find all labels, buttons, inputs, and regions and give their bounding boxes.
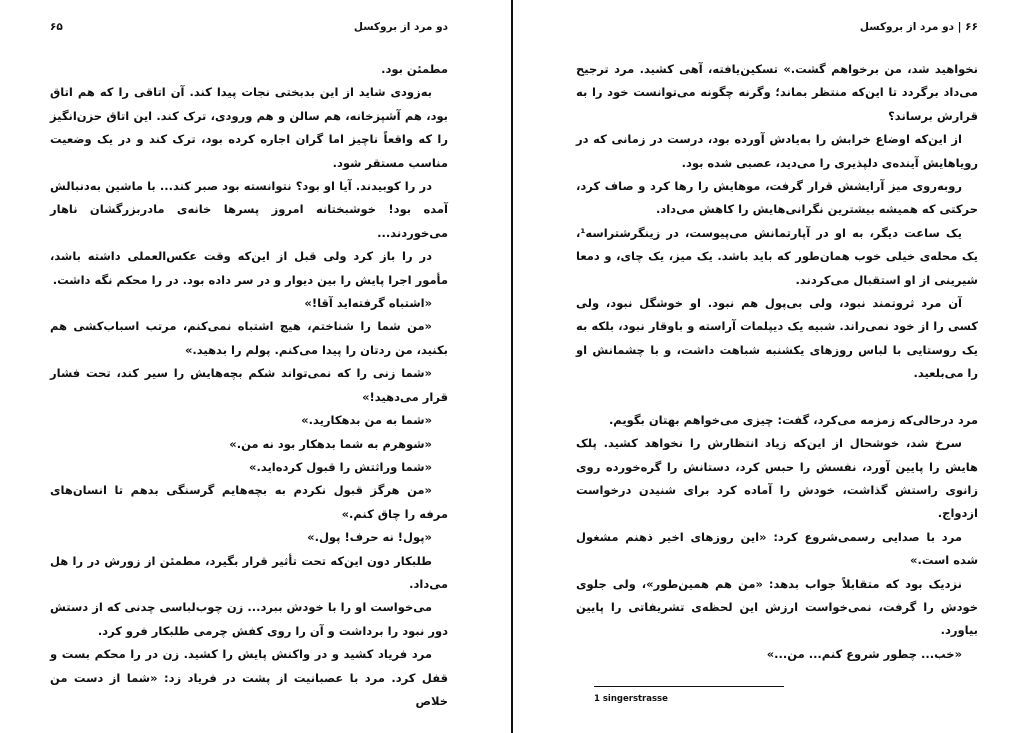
running-head-title: دو مرد از بروکسل bbox=[859, 21, 955, 33]
paragraph: می‌خواست او را با خودش ببرد... زن چوب‌لباسی چدنی که از دستش دور نبود را برداشت و آن را روی کفش چرمی طلبکار فرو کرد. bbox=[50, 600, 448, 638]
paragraph: «پول! نه حرف! پول.» bbox=[307, 530, 432, 545]
body-text-right bbox=[576, 58, 978, 666]
left-page bbox=[0, 0, 510, 733]
page-gutter bbox=[511, 0, 513, 733]
paragraph: «شما وراثتش را قبول کرده‌اید.» bbox=[249, 459, 432, 474]
footnote-rule bbox=[594, 686, 784, 687]
paragraph: «شما زنی را که نمی‌تواند شکم بچه‌هایش را سیر کند، تحت فشار قرار می‌دهید!» bbox=[50, 366, 448, 404]
paragraph: مطمئن بود. bbox=[381, 62, 448, 76]
paragraph: «من شما را شناختم، هیچ اشتباه نمی‌کنم، مرتب اسباب‌کشی هم بکنید، من ردتان را پیدا می‌کنم. پولم را بدهید.» bbox=[50, 319, 448, 357]
body-text-left bbox=[50, 58, 448, 713]
running-head-right bbox=[576, 18, 978, 36]
paragraph: در را باز کرد ولی قبل از این‌که وقت عکس‌العملی داشته باشد، مأمور اجرا پایش را بین دیوار و در سر داده بود. در را محکم نگه داشت. bbox=[50, 249, 448, 287]
paragraph: مرد فریاد کشید و در واکنش پایش را کشید. زن در را محکم بست و قفل کرد. مرد با عصبانیت از پشت در فریاد زد: «شما از دست من خلاص bbox=[50, 647, 448, 708]
paragraph: سرخ شد، خوشحال از این‌که زیاد انتظارش را نخواهد کشید. پلک هایش را پایین آورد، نفسش را حبس کرد، دستانش را گره‌خورده روی زانوی راستش گذاشت، خودش را آماده کرد برای شنیدن درخواست ازدواج. bbox=[576, 436, 978, 521]
paragraph: طلبکار دون این‌که تحت تأثیر قرار بگیرد، مطمئن از زورش در را هل می‌داد. bbox=[50, 553, 448, 591]
paragraph: نزدیک بود که متقابلاً جواب بدهد: «من هم همین‌طور»، ولی جلوی خودش را گرفت، نمی‌خواست ارزش این لحظه‌ی تشریفاتی را پایین بیاورد. bbox=[576, 576, 978, 638]
paragraph: «شما به من بدهکارید.» bbox=[301, 413, 432, 428]
paragraph: در را کوبیدند. آیا او بود؟ نتوانسته بود صبر کند... با ماشین به‌دنبالش آمده بود! خوشبختانه امروز پسرها خانه‌ی مادربزرگشان ناهار می‌خوردند... bbox=[50, 179, 448, 240]
page-number: ۶۶ bbox=[965, 21, 978, 33]
paragraph: «شوهرم به شما بدهکار بود نه من.» bbox=[229, 436, 432, 451]
paragraph: آن مرد ثروتمند نبود، ولی بی‌پول هم نبود. او خوشگل نبود، ولی کسی را از خود نمی‌راند. شبیه یک دیپلمات آراسته و باوقار نبود، بلکه به یک روستایی با لباس روزهای یکشنبه شباهت داشت، و با چشمانش او را می‌بلعید. bbox=[576, 296, 978, 381]
running-head-title: دو مرد از بروکسل bbox=[353, 21, 448, 33]
paragraph: «اشتباه گرفته‌اید آقا!» bbox=[304, 296, 432, 311]
footnote: 1 singerstrasse bbox=[594, 694, 668, 704]
running-head-left bbox=[50, 18, 448, 36]
paragraph: یک ساعت دیگر، به او در آپارتمانش می‌پیوست، در زینگرشتراسه¹، یک محله‌ی خیلی خوب همان‌طور که باید باشد. یک میز، یک چای، و دمعا شیرینی از او استقبال می‌کردند. bbox=[576, 225, 978, 287]
paragraph: «خب... چطور شروع کنم... من...» bbox=[766, 646, 962, 661]
paragraph: مرد درحالی‌که زمزمه می‌کرد، گفت: چیزی می‌خواهم بهتان بگویم. bbox=[608, 412, 978, 427]
paragraph: مرد با صدایی رسمی‌شروع کرد: «این روزهای اخیر ذهنم مشغول شده است.» bbox=[576, 529, 978, 568]
paragraph: روبه‌روی میز آرایشش قرار گرفت، موهایش را رها کرد و صاف کرد، حرکتی که همیشه بیشترین نگرانی‌هایش را کاهش می‌داد. bbox=[576, 179, 978, 217]
running-head-separator: | bbox=[954, 21, 966, 33]
paragraph: «من هرگز قبول نکردم به بچه‌هایم گرسنگی بدهم تا انسان‌های مرفه را چاق کنم.» bbox=[50, 483, 448, 521]
page-number: ۶۵ bbox=[50, 21, 63, 33]
paragraph: به‌زودی شاید از این بدبختی نجات پیدا کند. آن اتاقی را که هم اتاق بود، هم آشپزخانه، هم سالن و هم ورودی، ترک کند. این اتاق حزن‌انگیز را که واقعاً ناچیز اما گران اجاره کرده بود، ترک کند و در یک وضعیت مناسب مستقر شود. bbox=[50, 85, 448, 170]
right-page bbox=[514, 0, 1024, 733]
paragraph: نخواهید شد، من برخواهم گشت.» تسکین‌یافته، آهی کشید. مرد ترجیح می‌داد برگردد تا این‌که منتظر بماند؛ وگرنه چگونه می‌توانست خود را به قرارش برساند؟ bbox=[576, 62, 978, 123]
paragraph: از این‌که اوضاع خرابش را به‌یادش آورده بود، درست در زمانی که در رویاهایش آینده‌ی دلپذیری را می‌دید، عصبی شده بود. bbox=[576, 132, 978, 170]
